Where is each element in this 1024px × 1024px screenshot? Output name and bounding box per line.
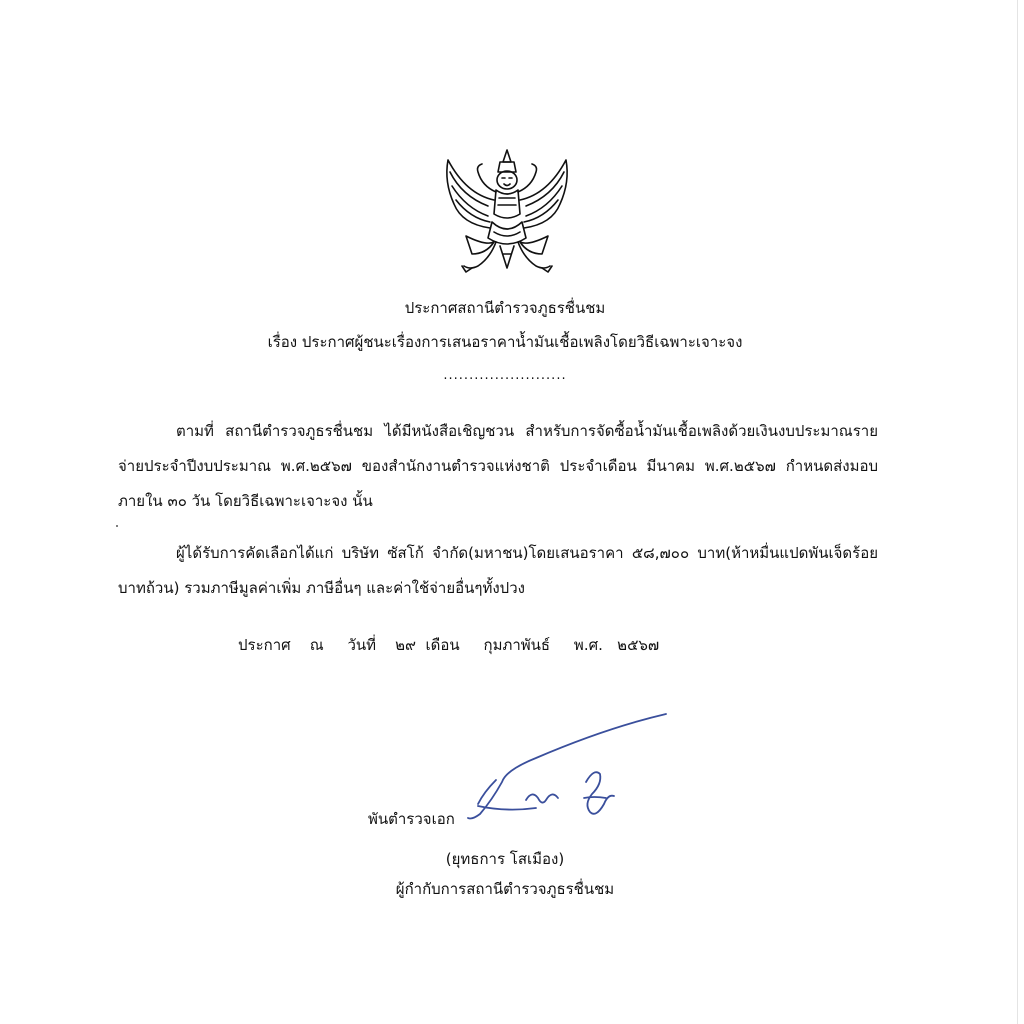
garuda-emblem-icon	[436, 142, 578, 284]
signer-position: ผู้กำกับการสถานีตำรวจภูธรชื่นชม	[395, 880, 615, 898]
signer-name: (ยุทธการ โสเมือง)	[445, 850, 565, 868]
announcement-subject: เรื่อง ประกาศผู้ชนะเรื่องการเสนอราคาน้ำมันเชื้อเพลิงโดยวิธีเฉพาะเจาะจง	[267, 333, 743, 351]
body-paragraph-2: ผู้ได้รับการคัดเลือกได้แก่ บริษัท ซัสโก้ จำกัด(มหาชน)โดยเสนอราคา ๕๘,๗๐๐ บาท(ห้าหมื่นแปดพันเจ็ดร้อยบาทถ้วน) รวมภาษีมูลค่าเพิ่ม ภาษีอื่นๆ และค่าใช้จ่ายอื่นๆทั้งปวง	[118, 544, 878, 597]
stray-mark	[116, 525, 118, 527]
page-edge	[1017, 0, 1018, 1024]
body-paragraph-1: ตามที่ สถานีตำรวจภูธรชื่นชม ได้มีหนังสือเชิญชวน สำหรับการจัดซื้อน้ำมันเชื้อเพลิงด้วยเงินงบประมาณรายจ่ายประจำปีงบประมาณ พ.ศ.๒๕๖๗ ของสำนักงานตำรวจแห่งชาติ ประจำเดือน มีนาคม พ.ศ.๒๕๖๗ กำหนดส่งมอบภายใน ๓๐ วัน โดยวิธีเฉพาะเจาะจง นั้น	[118, 422, 878, 510]
announcement-date: ประกาศ ณ วันที่ ๒๙ เดือน กุมภาพันธ์ พ.ศ. ๒๕๖๗	[238, 636, 660, 654]
signer-rank: พันตำรวจเอก	[368, 810, 455, 828]
handwritten-signature	[466, 708, 676, 832]
title-separator: ........................	[443, 368, 567, 383]
announcement-title: ประกาศสถานีตำรวจภูธรชื่นชม	[404, 299, 606, 317]
